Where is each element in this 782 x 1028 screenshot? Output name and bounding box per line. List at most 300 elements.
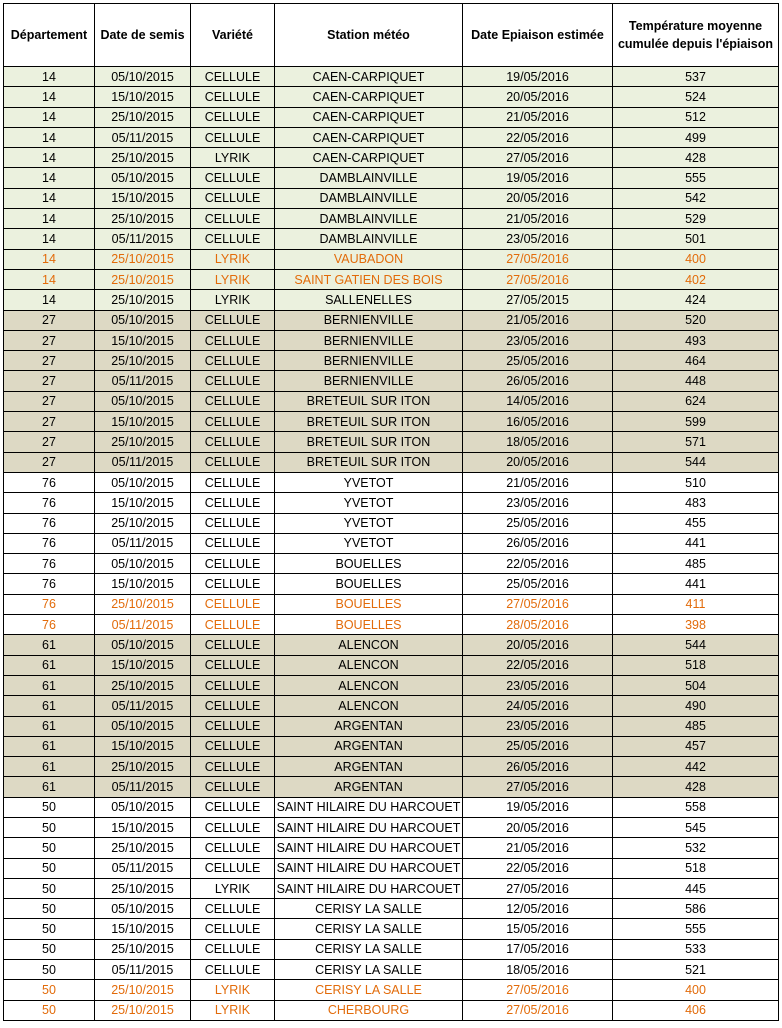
- cell-date-semis: 25/10/2015: [95, 513, 191, 533]
- cell-departement: 14: [4, 188, 95, 208]
- cell-temperature: 485: [613, 716, 779, 736]
- cell-departement: 76: [4, 554, 95, 574]
- cell-date-epiaison: 23/05/2016: [463, 229, 613, 249]
- cell-departement: 27: [4, 351, 95, 371]
- cell-station-meteo: VAUBADON: [275, 249, 463, 269]
- cell-date-epiaison: 21/05/2016: [463, 472, 613, 492]
- cell-date-epiaison: 26/05/2016: [463, 757, 613, 777]
- cell-date-epiaison: 19/05/2016: [463, 797, 613, 817]
- cell-date-semis: 25/10/2015: [95, 980, 191, 1000]
- cell-variete: CELLULE: [191, 554, 275, 574]
- cell-date-semis: 05/10/2015: [95, 310, 191, 330]
- cell-temperature: 544: [613, 452, 779, 472]
- cell-temperature: 510: [613, 472, 779, 492]
- cell-station-meteo: BOUELLES: [275, 594, 463, 614]
- header-variete: Variété: [191, 4, 275, 67]
- cell-departement: 14: [4, 290, 95, 310]
- cell-variete: CELLULE: [191, 452, 275, 472]
- cell-station-meteo: SAINT HILAIRE DU HARCOUET: [275, 858, 463, 878]
- cell-date-semis: 05/11/2015: [95, 696, 191, 716]
- cell-variete: CELLULE: [191, 675, 275, 695]
- table-row: [4, 554, 779, 574]
- cell-station-meteo: SALLENELLES: [275, 290, 463, 310]
- cell-date-semis: 05/11/2015: [95, 533, 191, 553]
- cell-date-epiaison: 21/05/2016: [463, 209, 613, 229]
- cell-variete: CELLULE: [191, 716, 275, 736]
- cell-date-semis: 05/11/2015: [95, 371, 191, 391]
- cell-date-epiaison: 23/05/2016: [463, 330, 613, 350]
- cell-station-meteo: BRETEUIL SUR ITON: [275, 452, 463, 472]
- cell-temperature: 586: [613, 899, 779, 919]
- cell-station-meteo: YVETOT: [275, 472, 463, 492]
- cell-temperature: 533: [613, 939, 779, 959]
- cell-departement: 27: [4, 412, 95, 432]
- cell-variete: CELLULE: [191, 229, 275, 249]
- cell-station-meteo: ALENCON: [275, 675, 463, 695]
- cell-temperature: 400: [613, 249, 779, 269]
- cell-temperature: 499: [613, 127, 779, 147]
- table-row: [4, 858, 779, 878]
- cell-date-semis: 15/10/2015: [95, 412, 191, 432]
- cell-station-meteo: BERNIENVILLE: [275, 371, 463, 391]
- cell-date-semis: 15/10/2015: [95, 919, 191, 939]
- cell-variete: CELLULE: [191, 209, 275, 229]
- cell-departement: 27: [4, 452, 95, 472]
- cell-station-meteo: ARGENTAN: [275, 777, 463, 797]
- cell-date-epiaison: 20/05/2016: [463, 87, 613, 107]
- cell-station-meteo: YVETOT: [275, 513, 463, 533]
- cell-date-semis: 05/10/2015: [95, 635, 191, 655]
- cell-date-epiaison: 15/05/2016: [463, 919, 613, 939]
- cell-departement: 76: [4, 472, 95, 492]
- cell-temperature: 428: [613, 777, 779, 797]
- cell-date-epiaison: 25/05/2016: [463, 513, 613, 533]
- header-departement: Département: [4, 4, 95, 67]
- cell-station-meteo: CHERBOURG: [275, 1000, 463, 1020]
- table-row: [4, 290, 779, 310]
- cell-variete: CELLULE: [191, 188, 275, 208]
- table-row: [4, 493, 779, 513]
- table-row: [4, 310, 779, 330]
- cell-date-semis: 05/11/2015: [95, 777, 191, 797]
- cell-station-meteo: CERISY LA SALLE: [275, 899, 463, 919]
- cell-date-semis: 05/10/2015: [95, 472, 191, 492]
- cell-departement: 50: [4, 939, 95, 959]
- cell-date-epiaison: 25/05/2016: [463, 574, 613, 594]
- cell-date-epiaison: 19/05/2016: [463, 67, 613, 87]
- cell-station-meteo: BRETEUIL SUR ITON: [275, 432, 463, 452]
- cell-date-epiaison: 16/05/2016: [463, 412, 613, 432]
- cell-temperature: 483: [613, 493, 779, 513]
- cell-date-semis: 25/10/2015: [95, 209, 191, 229]
- cell-departement: 14: [4, 87, 95, 107]
- cell-temperature: 441: [613, 574, 779, 594]
- cell-temperature: 485: [613, 554, 779, 574]
- cell-temperature: 424: [613, 290, 779, 310]
- cell-departement: 76: [4, 615, 95, 635]
- cell-variete: CELLULE: [191, 472, 275, 492]
- cell-temperature: 501: [613, 229, 779, 249]
- cell-date-epiaison: 27/05/2016: [463, 980, 613, 1000]
- cell-departement: 27: [4, 371, 95, 391]
- table-row: [4, 899, 779, 919]
- cell-date-semis: 05/11/2015: [95, 229, 191, 249]
- cell-date-epiaison: 27/05/2016: [463, 249, 613, 269]
- cell-variete: CELLULE: [191, 635, 275, 655]
- cell-departement: 76: [4, 574, 95, 594]
- table-row: [4, 736, 779, 756]
- cell-station-meteo: CAEN-CARPIQUET: [275, 148, 463, 168]
- cell-date-epiaison: 25/05/2016: [463, 351, 613, 371]
- table-row: [4, 148, 779, 168]
- cell-date-semis: 05/11/2015: [95, 127, 191, 147]
- cell-variete: CELLULE: [191, 858, 275, 878]
- cell-station-meteo: YVETOT: [275, 533, 463, 553]
- cell-date-epiaison: 27/05/2015: [463, 290, 613, 310]
- cell-temperature: 542: [613, 188, 779, 208]
- cell-temperature: 544: [613, 635, 779, 655]
- cell-temperature: 455: [613, 513, 779, 533]
- cell-variete: CELLULE: [191, 777, 275, 797]
- cell-date-semis: 15/10/2015: [95, 330, 191, 350]
- cell-date-semis: 15/10/2015: [95, 736, 191, 756]
- table-row: [4, 371, 779, 391]
- cell-station-meteo: CERISY LA SALLE: [275, 939, 463, 959]
- cell-temperature: 624: [613, 391, 779, 411]
- cell-departement: 14: [4, 67, 95, 87]
- cell-variete: CELLULE: [191, 960, 275, 980]
- cell-date-epiaison: 25/05/2016: [463, 736, 613, 756]
- cell-variete: CELLULE: [191, 432, 275, 452]
- header-date-semis: Date de semis: [95, 4, 191, 67]
- cell-station-meteo: DAMBLAINVILLE: [275, 209, 463, 229]
- table-row: [4, 67, 779, 87]
- cell-date-semis: 05/10/2015: [95, 391, 191, 411]
- cell-date-semis: 15/10/2015: [95, 817, 191, 837]
- cell-temperature: 555: [613, 919, 779, 939]
- table-row: [4, 351, 779, 371]
- cell-temperature: 490: [613, 696, 779, 716]
- cell-temperature: 599: [613, 412, 779, 432]
- cell-station-meteo: CAEN-CARPIQUET: [275, 67, 463, 87]
- cell-date-semis: 25/10/2015: [95, 675, 191, 695]
- cell-date-semis: 25/10/2015: [95, 249, 191, 269]
- cell-variete: CELLULE: [191, 330, 275, 350]
- cell-temperature: 558: [613, 797, 779, 817]
- cell-departement: 27: [4, 310, 95, 330]
- header-temperature: Température moyenne cumulée depuis l'épiaison: [613, 4, 779, 67]
- cell-station-meteo: BERNIENVILLE: [275, 351, 463, 371]
- cell-date-epiaison: 21/05/2016: [463, 107, 613, 127]
- cell-date-epiaison: 23/05/2016: [463, 716, 613, 736]
- cell-temperature: 520: [613, 310, 779, 330]
- cell-variete: CELLULE: [191, 87, 275, 107]
- cell-variete: CELLULE: [191, 919, 275, 939]
- cell-departement: 14: [4, 107, 95, 127]
- cell-temperature: 518: [613, 858, 779, 878]
- table-row: [4, 960, 779, 980]
- cell-date-epiaison: 20/05/2016: [463, 635, 613, 655]
- cell-station-meteo: YVETOT: [275, 493, 463, 513]
- cell-date-epiaison: 23/05/2016: [463, 675, 613, 695]
- cell-variete: CELLULE: [191, 838, 275, 858]
- cell-temperature: 518: [613, 655, 779, 675]
- cell-date-epiaison: 27/05/2016: [463, 269, 613, 289]
- cell-date-semis: 15/10/2015: [95, 188, 191, 208]
- cell-departement: 50: [4, 899, 95, 919]
- cell-date-epiaison: 12/05/2016: [463, 899, 613, 919]
- cell-date-epiaison: 21/05/2016: [463, 838, 613, 858]
- cell-date-semis: 05/10/2015: [95, 797, 191, 817]
- table-header: [4, 4, 779, 67]
- cell-date-semis: 05/10/2015: [95, 554, 191, 574]
- cell-date-semis: 15/10/2015: [95, 655, 191, 675]
- cell-date-epiaison: 26/05/2016: [463, 533, 613, 553]
- table-row: [4, 594, 779, 614]
- cell-date-semis: 05/10/2015: [95, 168, 191, 188]
- cell-variete: CELLULE: [191, 939, 275, 959]
- cell-temperature: 402: [613, 269, 779, 289]
- cell-temperature: 512: [613, 107, 779, 127]
- cell-date-semis: 25/10/2015: [95, 838, 191, 858]
- cell-departement: 76: [4, 533, 95, 553]
- cell-variete: CELLULE: [191, 533, 275, 553]
- cell-departement: 50: [4, 1000, 95, 1020]
- cell-temperature: 411: [613, 594, 779, 614]
- cell-date-epiaison: 27/05/2016: [463, 777, 613, 797]
- cell-variete: CELLULE: [191, 899, 275, 919]
- cell-date-semis: 25/10/2015: [95, 939, 191, 959]
- cell-variete: CELLULE: [191, 757, 275, 777]
- cell-departement: 14: [4, 269, 95, 289]
- cell-temperature: 445: [613, 878, 779, 898]
- cell-station-meteo: SAINT HILAIRE DU HARCOUET: [275, 838, 463, 858]
- table-row: [4, 330, 779, 350]
- cell-date-epiaison: 22/05/2016: [463, 655, 613, 675]
- cell-date-semis: 05/11/2015: [95, 960, 191, 980]
- table-row: [4, 391, 779, 411]
- cell-temperature: 398: [613, 615, 779, 635]
- cell-temperature: 545: [613, 817, 779, 837]
- cell-date-semis: 25/10/2015: [95, 290, 191, 310]
- cell-departement: 50: [4, 919, 95, 939]
- cell-station-meteo: CAEN-CARPIQUET: [275, 127, 463, 147]
- table-row: [4, 919, 779, 939]
- cell-date-epiaison: 27/05/2016: [463, 594, 613, 614]
- cell-variete: CELLULE: [191, 67, 275, 87]
- cell-variete: LYRIK: [191, 249, 275, 269]
- cell-station-meteo: ALENCON: [275, 696, 463, 716]
- cell-date-epiaison: 20/05/2016: [463, 188, 613, 208]
- cell-departement: 27: [4, 330, 95, 350]
- cell-station-meteo: BERNIENVILLE: [275, 330, 463, 350]
- table-row: [4, 209, 779, 229]
- cell-departement: 14: [4, 209, 95, 229]
- table-row: [4, 432, 779, 452]
- cell-station-meteo: ALENCON: [275, 635, 463, 655]
- cell-variete: LYRIK: [191, 980, 275, 1000]
- cell-station-meteo: SAINT HILAIRE DU HARCOUET: [275, 878, 463, 898]
- cell-variete: LYRIK: [191, 290, 275, 310]
- cell-departement: 50: [4, 960, 95, 980]
- cell-date-semis: 05/11/2015: [95, 452, 191, 472]
- cell-date-semis: 05/10/2015: [95, 67, 191, 87]
- cell-station-meteo: BOUELLES: [275, 574, 463, 594]
- cell-date-epiaison: 19/05/2016: [463, 168, 613, 188]
- cell-variete: CELLULE: [191, 615, 275, 635]
- cell-station-meteo: DAMBLAINVILLE: [275, 188, 463, 208]
- cell-date-semis: 15/10/2015: [95, 574, 191, 594]
- cell-departement: 50: [4, 838, 95, 858]
- table-row: [4, 269, 779, 289]
- cell-date-semis: 25/10/2015: [95, 594, 191, 614]
- cell-station-meteo: BOUELLES: [275, 615, 463, 635]
- cell-date-semis: 25/10/2015: [95, 269, 191, 289]
- table-row: [4, 574, 779, 594]
- cell-station-meteo: DAMBLAINVILLE: [275, 168, 463, 188]
- table-row: [4, 696, 779, 716]
- table-row: [4, 777, 779, 797]
- cell-departement: 61: [4, 696, 95, 716]
- table-row: [4, 107, 779, 127]
- cell-date-epiaison: 17/05/2016: [463, 939, 613, 959]
- cell-departement: 61: [4, 777, 95, 797]
- cell-station-meteo: ALENCON: [275, 655, 463, 675]
- cell-departement: 14: [4, 249, 95, 269]
- cell-date-epiaison: 20/05/2016: [463, 817, 613, 837]
- table-row: [4, 817, 779, 837]
- table-row: [4, 716, 779, 736]
- cell-date-epiaison: 22/05/2016: [463, 127, 613, 147]
- table-row: [4, 452, 779, 472]
- cell-date-semis: 25/10/2015: [95, 148, 191, 168]
- cell-variete: CELLULE: [191, 310, 275, 330]
- epiaison-table: [3, 3, 779, 1021]
- cell-variete: CELLULE: [191, 797, 275, 817]
- table-row: [4, 980, 779, 1000]
- cell-departement: 76: [4, 493, 95, 513]
- cell-temperature: 448: [613, 371, 779, 391]
- table-row: [4, 472, 779, 492]
- cell-temperature: 555: [613, 168, 779, 188]
- cell-variete: CELLULE: [191, 817, 275, 837]
- cell-date-epiaison: 28/05/2016: [463, 615, 613, 635]
- table-row: [4, 127, 779, 147]
- cell-variete: LYRIK: [191, 878, 275, 898]
- table-row: [4, 635, 779, 655]
- cell-departement: 61: [4, 757, 95, 777]
- table-row: [4, 188, 779, 208]
- cell-station-meteo: BRETEUIL SUR ITON: [275, 412, 463, 432]
- cell-temperature: 464: [613, 351, 779, 371]
- table-row: [4, 655, 779, 675]
- cell-variete: CELLULE: [191, 513, 275, 533]
- cell-variete: CELLULE: [191, 168, 275, 188]
- cell-temperature: 532: [613, 838, 779, 858]
- cell-date-epiaison: 26/05/2016: [463, 371, 613, 391]
- cell-temperature: 441: [613, 533, 779, 553]
- table-row: [4, 838, 779, 858]
- cell-temperature: 521: [613, 960, 779, 980]
- cell-date-epiaison: 20/05/2016: [463, 452, 613, 472]
- cell-variete: CELLULE: [191, 371, 275, 391]
- cell-date-semis: 25/10/2015: [95, 757, 191, 777]
- cell-departement: 61: [4, 716, 95, 736]
- cell-station-meteo: CERISY LA SALLE: [275, 980, 463, 1000]
- cell-date-semis: 15/10/2015: [95, 493, 191, 513]
- cell-station-meteo: ARGENTAN: [275, 736, 463, 756]
- cell-date-semis: 25/10/2015: [95, 107, 191, 127]
- cell-date-semis: 25/10/2015: [95, 432, 191, 452]
- cell-variete: CELLULE: [191, 493, 275, 513]
- cell-date-epiaison: 27/05/2016: [463, 878, 613, 898]
- table-row: [4, 939, 779, 959]
- cell-station-meteo: BRETEUIL SUR ITON: [275, 391, 463, 411]
- table-row: [4, 249, 779, 269]
- cell-date-semis: 05/10/2015: [95, 716, 191, 736]
- cell-temperature: 428: [613, 148, 779, 168]
- cell-date-epiaison: 21/05/2016: [463, 310, 613, 330]
- table-row: [4, 757, 779, 777]
- cell-date-semis: 25/10/2015: [95, 878, 191, 898]
- cell-station-meteo: CAEN-CARPIQUET: [275, 107, 463, 127]
- cell-date-semis: 15/10/2015: [95, 87, 191, 107]
- cell-date-semis: 25/10/2015: [95, 1000, 191, 1020]
- cell-station-meteo: BOUELLES: [275, 554, 463, 574]
- cell-departement: 50: [4, 797, 95, 817]
- cell-date-epiaison: 18/05/2016: [463, 432, 613, 452]
- cell-date-semis: 05/11/2015: [95, 615, 191, 635]
- cell-date-semis: 05/11/2015: [95, 858, 191, 878]
- cell-station-meteo: DAMBLAINVILLE: [275, 229, 463, 249]
- cell-variete: CELLULE: [191, 107, 275, 127]
- table-row: [4, 675, 779, 695]
- cell-departement: 61: [4, 655, 95, 675]
- table-row: [4, 878, 779, 898]
- cell-variete: CELLULE: [191, 127, 275, 147]
- cell-temperature: 524: [613, 87, 779, 107]
- table-row: [4, 168, 779, 188]
- cell-date-semis: 25/10/2015: [95, 351, 191, 371]
- cell-variete: CELLULE: [191, 391, 275, 411]
- cell-station-meteo: ARGENTAN: [275, 757, 463, 777]
- table-row: [4, 615, 779, 635]
- table-row: [4, 229, 779, 249]
- cell-temperature: 571: [613, 432, 779, 452]
- table-row: [4, 513, 779, 533]
- cell-departement: 50: [4, 817, 95, 837]
- cell-temperature: 504: [613, 675, 779, 695]
- cell-station-meteo: CERISY LA SALLE: [275, 960, 463, 980]
- header-row: [4, 4, 779, 67]
- cell-variete: CELLULE: [191, 594, 275, 614]
- table-row: [4, 412, 779, 432]
- cell-departement: 61: [4, 675, 95, 695]
- cell-station-meteo: SAINT HILAIRE DU HARCOUET: [275, 817, 463, 837]
- cell-date-epiaison: 23/05/2016: [463, 493, 613, 513]
- table-row: [4, 87, 779, 107]
- cell-variete: CELLULE: [191, 351, 275, 371]
- table-body: [4, 67, 779, 1021]
- cell-variete: LYRIK: [191, 148, 275, 168]
- cell-departement: 27: [4, 432, 95, 452]
- cell-departement: 76: [4, 594, 95, 614]
- cell-date-epiaison: 27/05/2016: [463, 148, 613, 168]
- cell-variete: CELLULE: [191, 574, 275, 594]
- cell-departement: 14: [4, 148, 95, 168]
- header-date-epiaison: Date Epiaison estimée: [463, 4, 613, 67]
- cell-date-epiaison: 22/05/2016: [463, 858, 613, 878]
